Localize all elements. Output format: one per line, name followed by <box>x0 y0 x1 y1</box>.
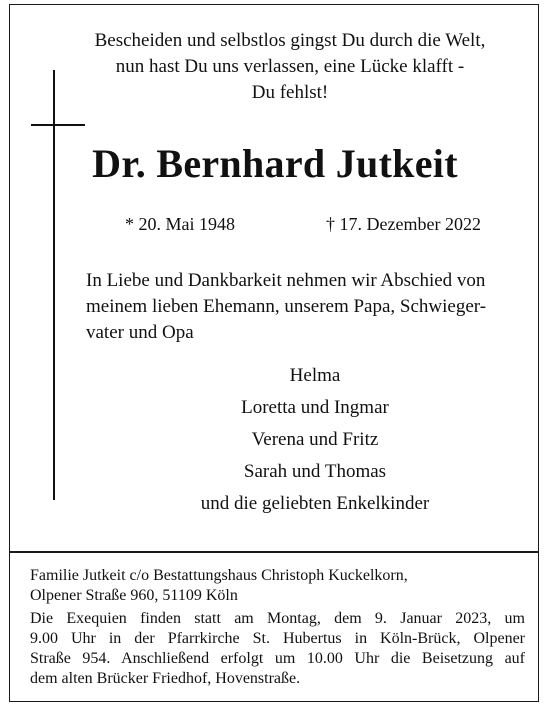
service-line: 9.00 Uhr in der Pfarrkirche St. Hubertus in Köln-Brück, Olpener <box>30 630 525 647</box>
section-divider <box>9 551 539 553</box>
deceased-name: Dr. Bernhard Jutkeit <box>92 141 458 186</box>
mourners-list <box>150 360 480 520</box>
address-line: Olpener Straße 960, 51109 Köln <box>30 587 238 604</box>
service-line: dem alten Brücker Friedhof, Hovenstraße. <box>30 670 301 687</box>
farewell-text <box>86 268 516 346</box>
service-line: Straße 954. Anschließend erfolgt um 10.00 Uhr die Beisetzung auf <box>30 650 525 667</box>
poem-line: Du fehlst! <box>251 82 329 103</box>
mourner-name: Loretta und Ingmar <box>241 397 389 418</box>
mourner-name: und die geliebten Enkelkinder <box>200 493 430 514</box>
mourner-name: Sarah und Thomas <box>243 461 387 482</box>
birth-date: * 20. Mai 1948 <box>125 214 235 234</box>
death-date: † 17. Dezember 2022 <box>326 214 481 234</box>
service-line: Die Exequien finden statt am Montag, dem 9. Januar 2023, um <box>30 610 525 627</box>
address-line: Familie Jutkeit c/o Bestattungshaus Christoph Kuckelkorn, <box>30 567 408 584</box>
farewell-line: vater und Opa <box>86 322 194 343</box>
poem-line: nun hast Du uns verlassen, eine Lücke klafft - <box>115 56 465 77</box>
service-details <box>30 609 525 689</box>
mourner-name: Helma <box>289 365 341 386</box>
contact-address <box>30 566 530 606</box>
farewell-line: meinem lieben Ehemann, unserem Papa, Schwieger- <box>86 296 487 317</box>
cross-vertical-bar <box>53 70 55 500</box>
poem <box>60 28 520 106</box>
mourner-name: Verena und Fritz <box>251 429 379 450</box>
poem-line: Bescheiden und selbstlos gingst Du durch die Welt, <box>94 30 486 51</box>
farewell-line: In Liebe und Dankbarkeit nehmen wir Abschied von <box>86 270 486 291</box>
cross-horizontal-bar <box>31 124 85 126</box>
